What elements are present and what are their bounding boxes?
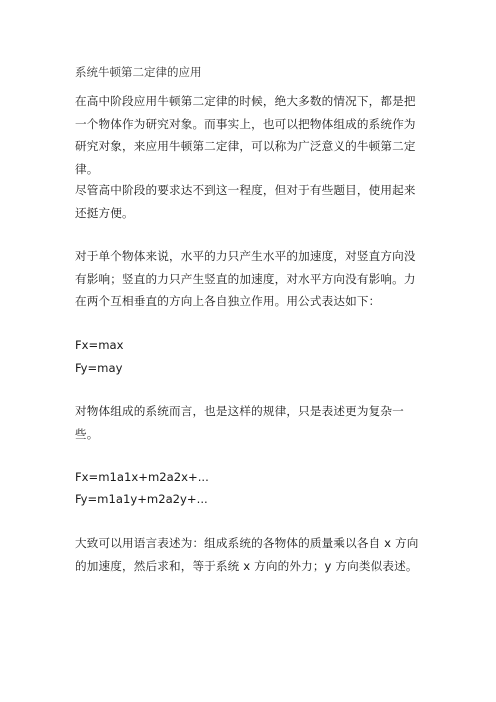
- text-line: 对物体组成的系统而言，也是这样的规律，只是表述更为复杂一: [75, 404, 404, 418]
- text-line: 的加速度，然后求和，等于系统 x 方向的外力；y 方向类似表述。: [75, 558, 418, 573]
- formula-fx: Fx=max: [75, 338, 124, 352]
- paragraph-usage: [75, 179, 425, 224]
- formula-fy: Fy=may: [75, 361, 123, 375]
- text-line: 律。: [75, 161, 99, 176]
- paragraph-system: [75, 400, 425, 445]
- text-line: 还挺方便。: [75, 205, 134, 220]
- paragraph-intro: [75, 90, 425, 180]
- text-line: 在两个互相垂直的方向上各自独立作用。用公式表达如下：: [75, 294, 381, 308]
- text-line: 有影响；竖直的力只产生竖直的加速度，对水平方向没有影响。力: [75, 271, 416, 286]
- document-title: 系统牛顿第二定律的应用: [75, 65, 202, 79]
- formula-system-fx: Fx=m1a1x+m2a2x+...: [75, 470, 209, 484]
- text-line: 研究对象，来应用牛顿第二定律，可以称为广泛意义的牛顿第二定: [75, 139, 416, 153]
- formula-system-fy: Fy=m1a1y+m2a2y+...: [75, 492, 208, 506]
- text-line: 些。: [75, 426, 99, 441]
- text-line: 大致可以用语言表述为：组成系统的各物体的质量乘以各自 x 方向: [75, 536, 419, 550]
- text-line: 一个物体作为研究对象。而事实上，也可以把物体组成的系统作为: [75, 116, 416, 131]
- text-line: 尽管高中阶段的要求达不到这一程度，但对于有些题目，使用起来: [75, 183, 416, 197]
- text-line: 对于单个物体来说，水平的力只产生水平的加速度，对竖直方向没: [75, 249, 416, 263]
- text-line: 在高中阶段应用牛顿第二定律的时候，绝大多数的情况下，都是把: [75, 94, 416, 108]
- paragraph-verbal: [75, 532, 425, 577]
- paragraph-single-object: [75, 245, 425, 313]
